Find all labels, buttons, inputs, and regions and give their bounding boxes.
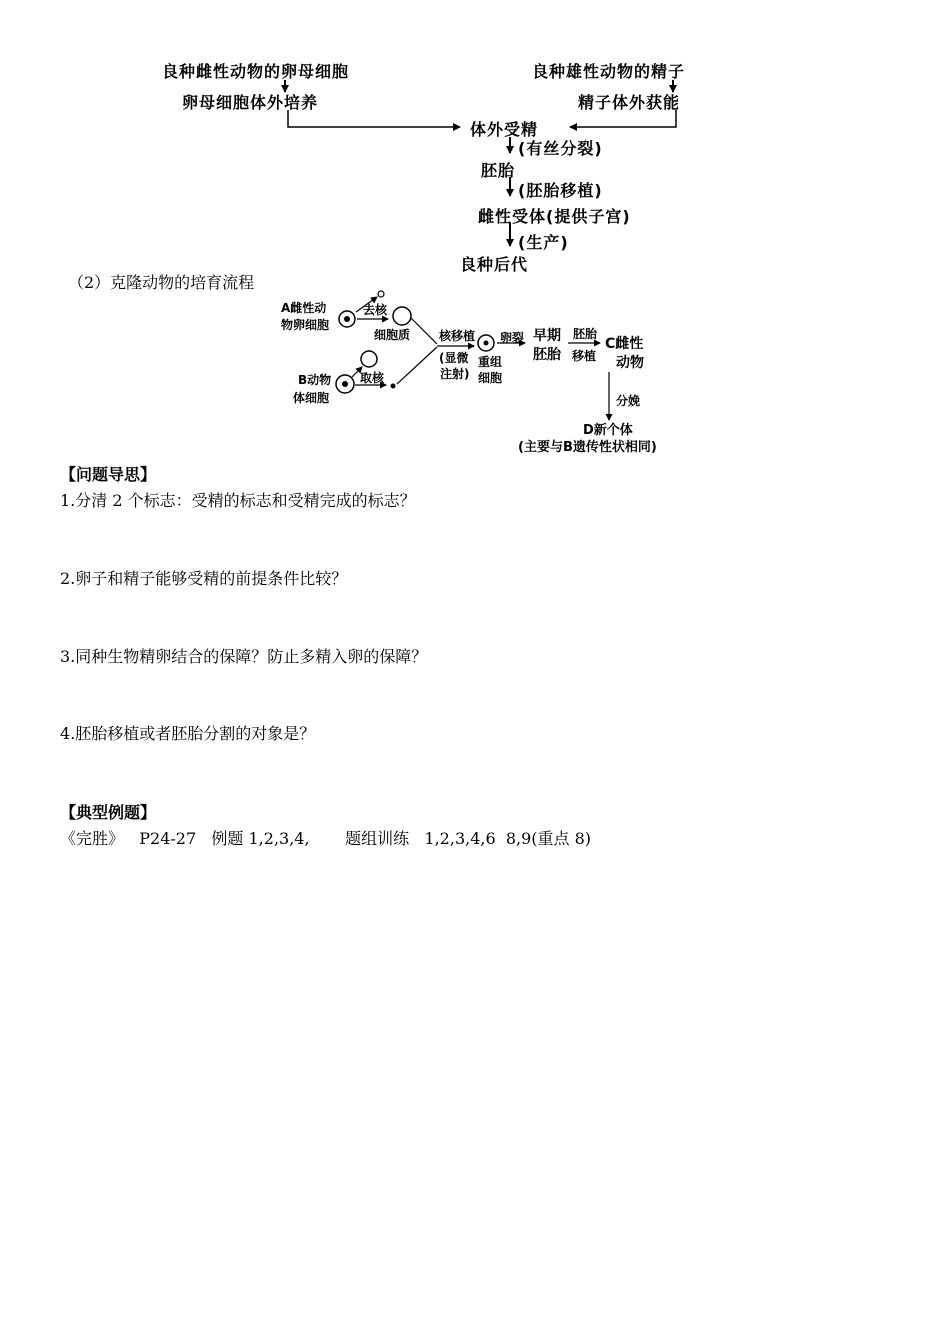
recombinant-label-1: 重组 [478, 355, 503, 369]
take-nucleus-label: 取核 [360, 371, 385, 385]
enucleate-label: 去核 [363, 303, 388, 317]
cleavage-label: 卵裂 [500, 331, 525, 345]
early-embryo-label-1: 早期 [533, 328, 561, 344]
microinjection-label-1: (显微 [439, 351, 469, 365]
clone-flow-graphics [0, 0, 950, 470]
fertilization: 体外受精 [470, 120, 539, 139]
embryo: 胚胎 [481, 161, 516, 180]
question-4: 4.胚胎移植或者胚胎分割的对象是？ [60, 724, 316, 743]
egg-cell-label-2: 物卵细胞 [281, 318, 330, 332]
delivery-label: 分娩 [616, 394, 641, 408]
somatic-cell-label-2: 体细胞 [293, 391, 330, 405]
offspring: 良种后代 [460, 255, 529, 274]
new-individual-label-2: (主要与B遗传性状相同) [518, 440, 657, 455]
step-mitosis: (有丝分裂) [518, 139, 603, 158]
oocyte-culture: 卵母细胞体外培养 [182, 93, 319, 112]
early-embryo-label-2: 胚胎 [533, 347, 561, 363]
recipient-c-label-1: C雌性 [605, 336, 644, 352]
embryo-transfer-label-1: 胚胎 [573, 327, 598, 341]
examples-heading: 【典型例题】 [60, 803, 157, 822]
question-2: 2.卵子和精子能够受精的前提条件比较？ [60, 569, 348, 588]
question-3: 3.同种生物精卵结合的保障？防止多精入卵的保障？ [60, 647, 428, 666]
male-source: 良种雄性动物的精子 [532, 62, 686, 81]
nuclear-transfer-label: 核移植 [439, 329, 476, 343]
recombinant-label-2: 细胞 [478, 371, 503, 385]
female-source: 良种雌性动物的卵母细胞 [162, 62, 350, 81]
recipient-c-label-2: 动物 [616, 355, 644, 371]
examples-text: 《完胜》 P24-27 例题 1,2,3,4, 题组训练 1,2,3,4,6 8,9(重点 8) [60, 829, 592, 848]
microinjection-label-2: 注射) [440, 367, 470, 381]
step-birth: (生产) [518, 233, 569, 252]
step-transfer: (胚胎移植) [518, 181, 603, 200]
somatic-cell-label-1: B动物 [298, 373, 332, 387]
cytoplasm-label: 细胞质 [374, 328, 411, 342]
sperm-capacitation: 精子体外获能 [578, 93, 681, 112]
questions-heading: 【问题导思】 [60, 465, 157, 484]
new-individual-label-1: D新个体 [583, 423, 633, 438]
question-1: 1.分清 2 个标志：受精的标志和受精完成的标志？ [60, 491, 416, 510]
cytoplasm-icon [393, 307, 411, 325]
clone-section-title: （2）克隆动物的培育流程 [68, 273, 255, 292]
recipient: 雌性受体(提供子宫) [478, 207, 631, 226]
egg-cell-label-1: A雌性动 [281, 301, 327, 315]
embryo-transfer-label-2: 移植 [572, 349, 597, 363]
